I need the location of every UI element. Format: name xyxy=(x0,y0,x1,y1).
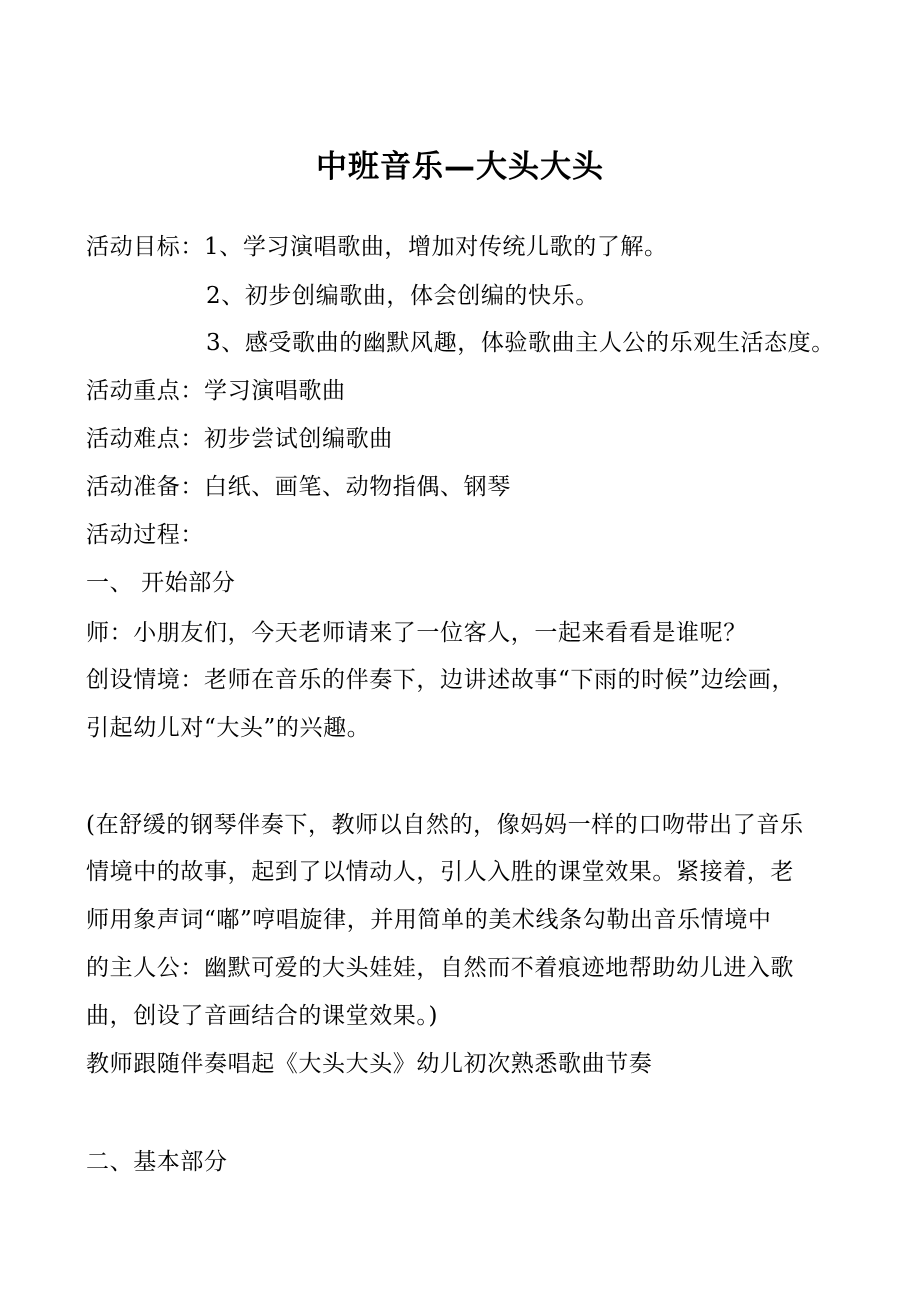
process-label: 活动过程： xyxy=(86,522,204,548)
note-line-1: (在舒缓的钢琴伴奏下，教师以自然的，像妈妈一样的口吻带出了音乐 xyxy=(86,812,804,838)
teacher-line: 师：小朋友们，今天老师请来了一位客人，一起来看看是谁呢？ xyxy=(86,620,747,646)
section2-heading: 二、基本部分 xyxy=(86,1149,228,1175)
note-line-5: 曲，创设了音画结合的课堂效果。) xyxy=(86,1003,439,1029)
scenario-line-1: 创设情境：老师在音乐的伴奏下，边讲述故事“下雨的时候”边绘画， xyxy=(86,667,796,693)
page-title: 中班音乐—大头大头 xyxy=(316,149,604,185)
section1-heading: 一、 开始部分 xyxy=(86,570,236,596)
objectives-line-1 xyxy=(86,230,668,264)
note-line-2: 情境中的故事，起到了以情动人，引人入胜的课堂效果。紧接着，老 xyxy=(86,859,794,885)
objective-item-2: 2、初步创编歌曲，体会创编的快乐。 xyxy=(206,283,599,309)
note-line-4: 的主人公：幽默可爱的大头娃娃，自然而不着痕迹地帮助幼儿进入歌 xyxy=(86,955,794,981)
preparation: 活动准备：白纸、画笔、动物指偶、钢琴 xyxy=(86,474,511,500)
objectives-label: 活动目标： xyxy=(86,234,204,260)
note-line-3: 师用象声词“嘟”哼唱旋律，并用简单的美术线条勾勒出音乐情境中 xyxy=(86,907,772,933)
follow-line: 教师跟随伴奏唱起《大头大头》幼儿初次熟悉歌曲节奏 xyxy=(86,1051,653,1077)
objective-item-3: 3、感受歌曲的幽默风趣，体验歌曲主人公的乐观生活态度。 xyxy=(206,330,835,356)
difficulty: 活动难点：初步尝试创编歌曲 xyxy=(86,426,393,452)
scenario-line-2: 引起幼儿对“大头”的兴趣。 xyxy=(86,715,371,741)
key-point: 活动重点：学习演唱歌曲 xyxy=(86,378,346,404)
objective-item-1: 1、学习演唱歌曲，增加对传统儿歌的了解。 xyxy=(204,234,668,260)
